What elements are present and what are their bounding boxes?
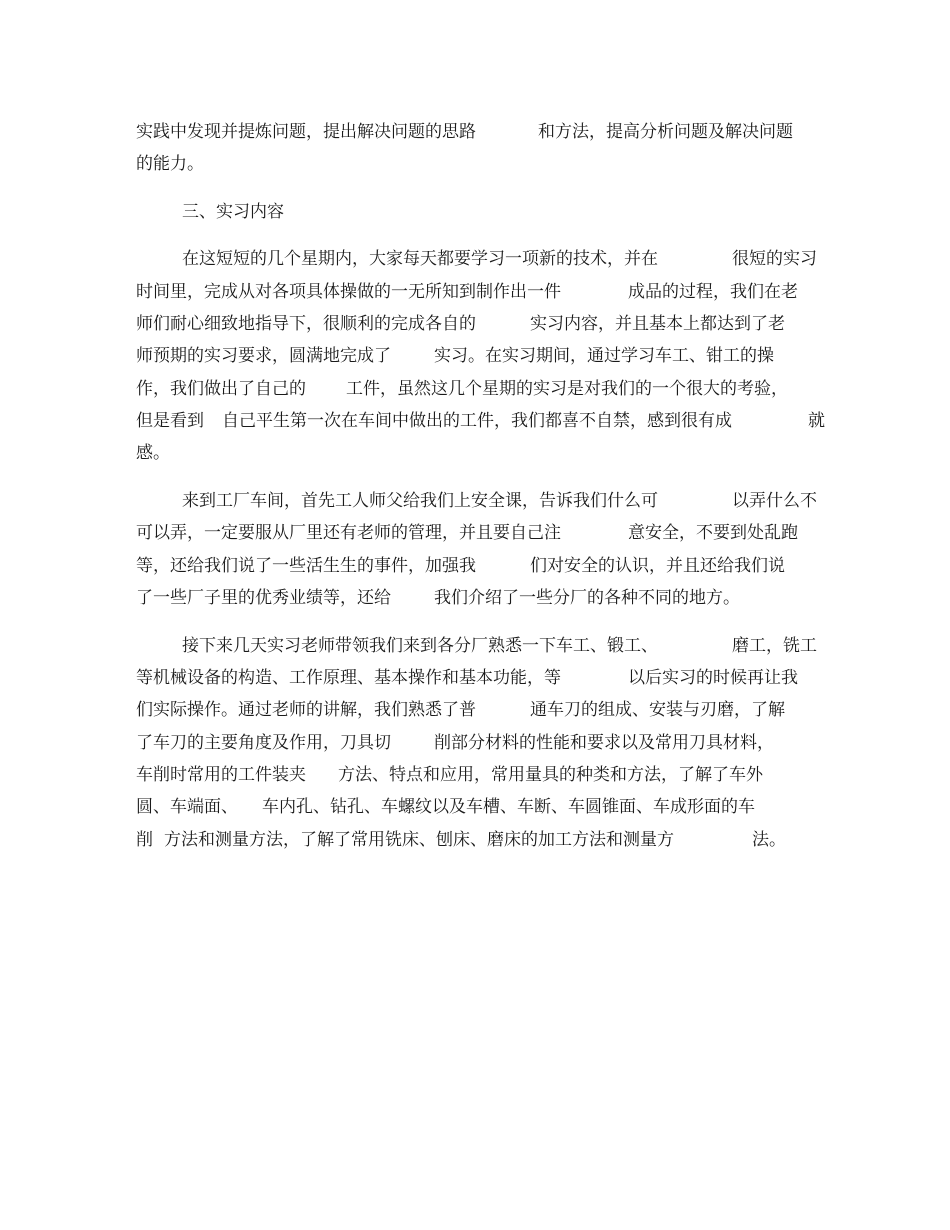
text-line [0, 377, 788, 401]
text-segment: 法。 [752, 830, 786, 850]
text-segment: 们对安全的认识，并且还给我们说 [530, 556, 785, 576]
text-line [0, 795, 755, 819]
text-line [0, 152, 204, 176]
text-segment: 作，我们做出了自己的 [136, 379, 306, 399]
text-line [0, 344, 774, 368]
text-segment: 削 [136, 830, 153, 850]
text-segment: 车内孔、钻孔、车螺纹以及车槽、车断、车圆锥面、车成形面的车 [262, 797, 755, 817]
text-segment: 自己平生第一次在车间中做出的工件，我们都喜不自禁，感到很有成 [222, 411, 732, 431]
text-segment: 来到工厂车间，首先工人师父给我们上安全课，告诉我们什么可 [182, 491, 658, 511]
text-segment: 们实际操作。通过老师的讲解，我们熟悉了普 [136, 700, 476, 720]
text-line [0, 409, 825, 433]
section-heading [0, 200, 284, 224]
text-segment: 车削时常用的工件装夹 [136, 765, 306, 785]
text-segment: 了车刀的主要角度及作用，刀具切 [136, 733, 391, 753]
text-segment: 实习内容，并且基本上都达到了老 [530, 314, 785, 334]
text-segment: 通车刀的组成、安装与刃磨，了解 [530, 700, 785, 720]
text-line [0, 666, 798, 690]
text-line [0, 521, 798, 545]
text-line [0, 731, 774, 755]
text-segment: 了一些厂子里的优秀业绩等，还给 [136, 588, 391, 608]
text-segment: 但是看到 [136, 411, 204, 431]
text-line [0, 280, 798, 304]
text-segment: 圆、车端面、 [136, 797, 238, 817]
text-segment: 成品的过程，我们在老 [628, 282, 798, 302]
text-line [0, 763, 763, 787]
text-segment: 师预期的实习要求，圆满地完成了 [136, 346, 391, 366]
text-segment: 接下来几天实习老师带领我们来到各分厂熟悉一下车工、锻工、 [182, 636, 658, 656]
text-segment: 就 [808, 411, 825, 431]
text-segment: 时间里，完成从对各项具体操做的一无所知到制作出一件 [136, 282, 561, 302]
text-segment: 等机械设备的构造、工作原理、基本操作和基本功能，等 [136, 668, 561, 688]
text-line [0, 441, 170, 465]
text-segment: 感。 [136, 443, 170, 463]
text-segment: 工件，虽然这几个星期的实习是对我们的一个很大的考验， [346, 379, 788, 399]
text-line [0, 120, 793, 144]
text-segment: 师们耐心细致地指导下，很顺利的完成各自的 [136, 314, 476, 334]
text-segment: 削部分材料的性能和要求以及常用刀具材料， [434, 733, 774, 753]
text-line [0, 489, 817, 513]
text-segment: 很短的实习 [732, 249, 817, 269]
text-line [0, 634, 817, 658]
text-line [0, 698, 785, 722]
text-segment: 等，还给我们说了一些活生生的事件，加强我 [136, 556, 476, 576]
text-segment: 方法和测量方法，了解了常用铣床、刨床、磨床的加工方法和测量方 [164, 830, 674, 850]
text-line [0, 586, 740, 610]
text-line [0, 312, 785, 336]
text-segment: 我们介绍了一些分厂的各种不同的地方。 [434, 588, 740, 608]
text-segment: 在这短短的几个星期内，大家每天都要学习一项新的技术，并在 [182, 249, 658, 269]
text-segment: 以弄什么不 [732, 491, 817, 511]
text-segment: 磨工，铣工 [732, 636, 817, 656]
section-heading-text: 三、实习内容 [182, 202, 284, 222]
text-segment: 以后实习的时候再让我 [628, 668, 798, 688]
text-segment: 实践中发现并提炼问题，提出解决问题的思路 [136, 122, 476, 142]
text-line [0, 828, 786, 852]
text-segment: 的能力。 [136, 154, 204, 174]
text-line [0, 247, 817, 271]
text-segment: 意安全，不要到处乱跑 [628, 523, 798, 543]
text-segment: 方法、特点和应用，常用量具的种类和方法，了解了车外 [338, 765, 763, 785]
text-segment: 和方法，提高分析问题及解决问题 [538, 122, 793, 142]
text-line [0, 554, 785, 578]
text-segment: 实习。在实习期间，通过学习车工、钳工的操 [434, 346, 774, 366]
text-segment: 可以弄，一定要服从厂里还有老师的管理，并且要自己注 [136, 523, 561, 543]
